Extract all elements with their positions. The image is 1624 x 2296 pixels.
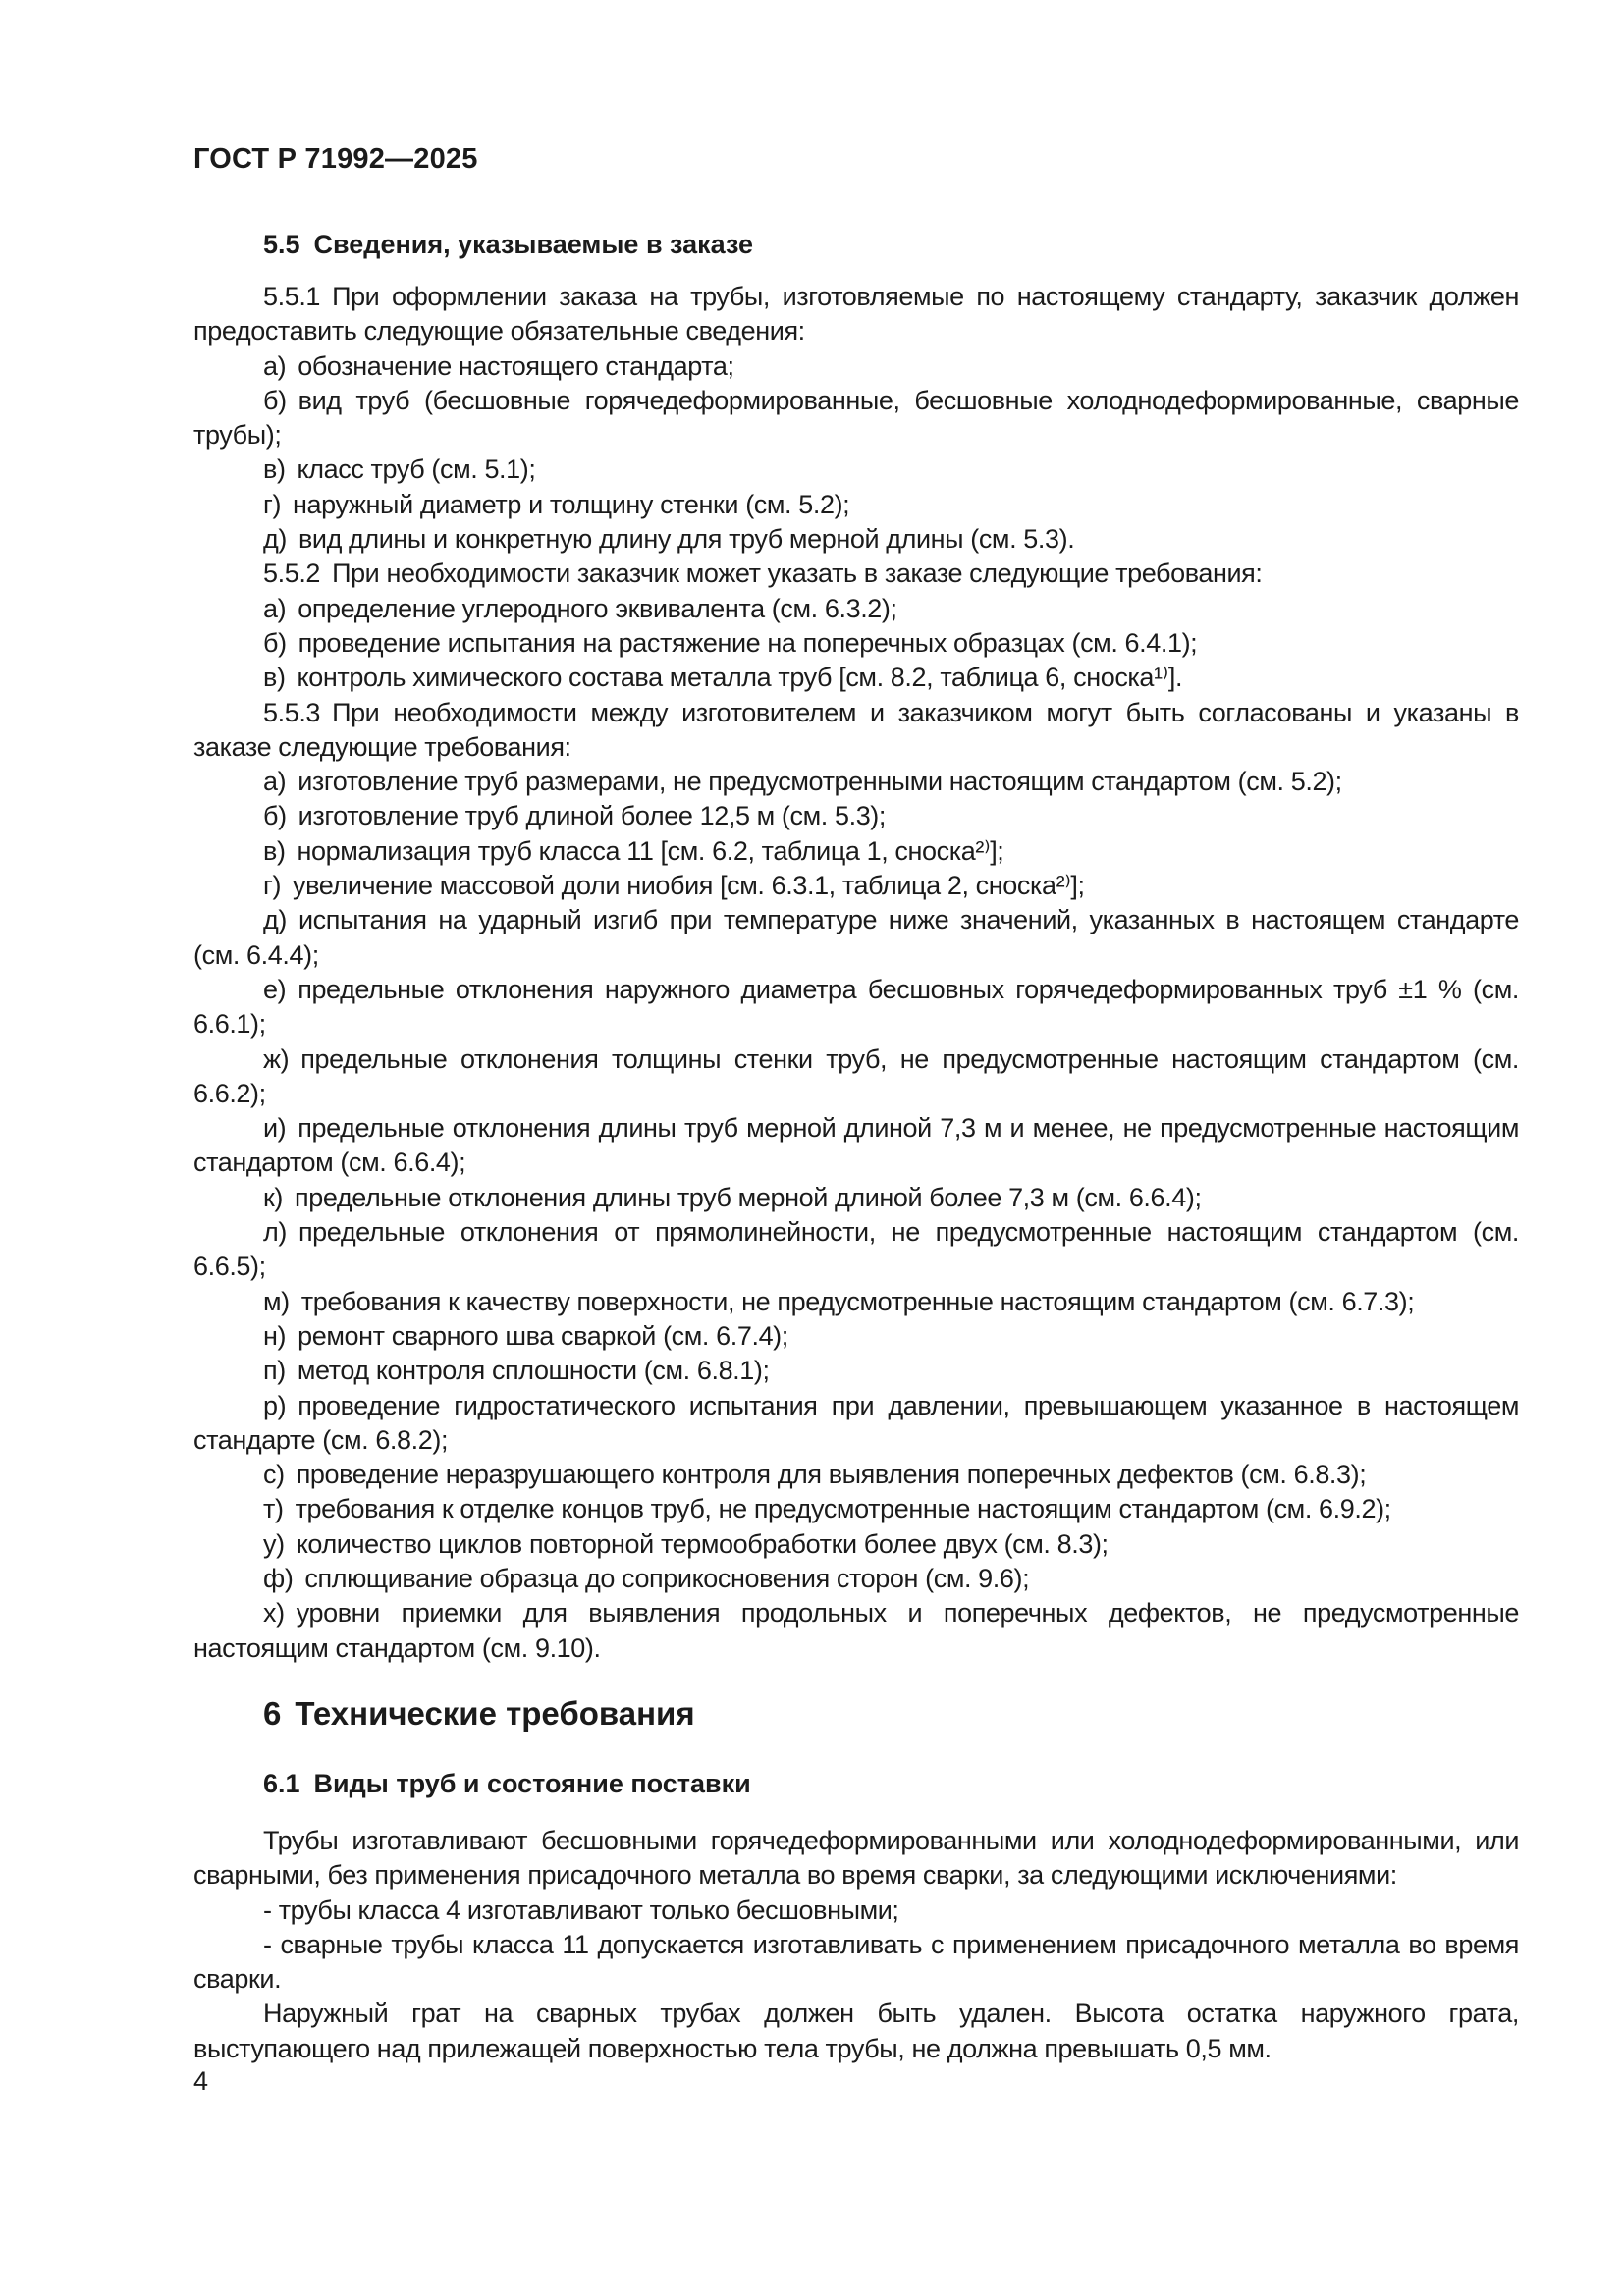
- list-marker: 5.5.3: [263, 697, 321, 727]
- list-marker: в): [263, 663, 286, 693]
- section-5-5-heading: [193, 230, 1519, 260]
- paragraph: у) количество циклов повторной термообработки более двух (см. 8.3);: [193, 1527, 1519, 1562]
- paragraph: х) уровни приемки для выявления продольных и поперечных дефектов, не предусмотренные настоящим стандартом (см. 9.10).: [193, 1598, 1519, 1663]
- document-header: ГОСТ Р 71992—2025: [193, 143, 478, 175]
- paragraph: - трубы класса 4 изготавливают только бесшовными;: [263, 1895, 899, 1925]
- paragraph: г) наружный диаметр и толщину стенки (см. 5.2);: [193, 488, 1519, 522]
- section-6-title: Технические требования: [295, 1695, 695, 1732]
- list-marker: б): [263, 801, 287, 831]
- page-number: 4: [193, 2066, 209, 2096]
- list-marker: х): [263, 1598, 285, 1629]
- list-marker: л): [263, 1217, 287, 1248]
- section-6-1-title: Виды труб и состояние поставки: [313, 1769, 751, 1798]
- paragraph: д) испытания на ударный изгиб при температуре ниже значений, указанных в настоящем стандарте (см. 6.4.4);: [193, 905, 1519, 970]
- list-marker: а): [263, 350, 287, 381]
- paragraph: а) определение углеродного эквивалента (см. 6.3.2);: [193, 592, 1519, 626]
- paragraph: м) требования к качеству поверхности, не предусмотренные настоящим стандартом (см. 6.7.3);: [193, 1285, 1519, 1319]
- paragraph: ж) предельные отклонения толщины стенки труб, не предусмотренные настоящим стандартом (см. 6.6.2);: [193, 1043, 1519, 1108]
- list-marker: у): [263, 1528, 285, 1559]
- section-5-5-number: 5.5: [263, 230, 300, 259]
- paragraph: Наружный грат на сварных трубах должен быть удален. Высота остатка наружного грата, выступающего над прилежащей поверхностью тела трубы, не должна превышать 0,5 мм.: [193, 1999, 1519, 2063]
- list-marker: ж): [263, 1043, 290, 1074]
- list-marker: д): [263, 524, 287, 555]
- paragraph: к) предельные отклонения длины труб мерной длиной более 7,3 м (см. 6.6.4);: [193, 1181, 1519, 1215]
- list-marker: г): [263, 871, 282, 901]
- paragraph: 5.5.1 При оформлении заказа на трубы, изготовляемые по настоящему стандарту, заказчик должен предоставить следующие обязательные сведения:: [193, 282, 1519, 347]
- paragraph: в) нормализация труб класса 11 [см. 6.2, таблица 1, сноска²⁾];: [193, 834, 1519, 869]
- paragraph: 5.5.2 При необходимости заказчик может указать в заказе следующие требования:: [193, 557, 1519, 591]
- list-marker: 5.5.1: [263, 282, 321, 311]
- paragraph: в) контроль химического состава металла труб [см. 8.2, таблица 6, сноска¹⁾].: [193, 661, 1519, 695]
- paragraph: а) изготовление труб размерами, не предусмотренными настоящим стандартом (см. 5.2);: [193, 765, 1519, 799]
- list-marker: б): [263, 385, 287, 415]
- list-marker: а): [263, 593, 287, 623]
- paragraph: с) проведение неразрушающего контроля для выявления поперечных дефектов (см. 6.8.3);: [193, 1458, 1519, 1492]
- paragraph: б) проведение испытания на растяжение на поперечных образцах (см. 6.4.1);: [193, 626, 1519, 661]
- paragraph: Трубы изготавливают бесшовными горячедеформированными или холоднодеформированными, или сварными, без применения присадочного металла во время сварки, за следующими исключениями:: [193, 1826, 1519, 1891]
- list-marker: и): [263, 1113, 287, 1144]
- list-marker: б): [263, 627, 287, 658]
- list-marker: в): [263, 454, 286, 485]
- paragraph: - сварные трубы класса 11 допускается изготавливать с применением присадочного металла во время сварки.: [193, 1929, 1519, 1995]
- section-6-number: 6: [263, 1695, 282, 1732]
- paragraph: п) метод контроля сплошности (см. 6.8.1);: [193, 1354, 1519, 1388]
- list-marker: м): [263, 1286, 290, 1316]
- paragraph: т) требования к отделке концов труб, не предусмотренные настоящим стандартом (см. 6.9.2);: [193, 1492, 1519, 1526]
- list-marker: а): [263, 767, 287, 797]
- paragraph: б) вид труб (бесшовные горячедеформированные, бесшовные холоднодеформированные, сварные трубы);: [193, 385, 1519, 451]
- list-marker: д): [263, 905, 287, 935]
- list-marker: к): [263, 1182, 284, 1212]
- list-marker: е): [263, 974, 287, 1004]
- list-marker: в): [263, 835, 286, 866]
- paragraph: в) класс труб (см. 5.1);: [193, 453, 1519, 487]
- paragraph: е) предельные отклонения наружного диаметра бесшовных горячедеформированных труб ±1 % (см. 6.6.1);: [193, 974, 1519, 1040]
- list-marker: т): [263, 1494, 284, 1524]
- list-marker: с): [263, 1460, 285, 1490]
- list-marker: р): [263, 1390, 287, 1420]
- paragraph: ф) сплющивание образца до соприкосновения сторон (см. 9.6);: [193, 1562, 1519, 1596]
- paragraph: г) увеличение массовой доли ниобия [см. 6.3.1, таблица 2, сноска²⁾];: [193, 869, 1519, 903]
- section-6-1-number: 6.1: [263, 1769, 300, 1798]
- list-marker: п): [263, 1356, 286, 1386]
- paragraph: р) проведение гидростатического испытания при давлении, превышающем указанное в настоящем стандарте (см. 6.8.2);: [193, 1390, 1519, 1455]
- list-marker: ф): [263, 1563, 294, 1593]
- paragraph: л) предельные отклонения от прямолинейности, не предусмотренные настоящим стандартом (см. 6.6.5);: [193, 1217, 1519, 1282]
- list-marker: 5.5.2: [263, 559, 321, 589]
- paragraph: д) вид длины и конкретную длину для труб мерной длины (см. 5.3).: [193, 522, 1519, 557]
- section-6-1-heading: [193, 1769, 1519, 1799]
- paragraph: б) изготовление труб длиной более 12,5 м (см. 5.3);: [193, 799, 1519, 833]
- section-6-1-body: [193, 1824, 1519, 2066]
- paragraph: и) предельные отклонения длины труб мерной длиной 7,3 м и менее, не предусмотренные настоящим стандартом (см. 6.6.4);: [193, 1113, 1519, 1178]
- paragraph: а) обозначение настоящего стандарта;: [193, 349, 1519, 384]
- section-5-5-body: [193, 280, 1519, 1666]
- section-5-5-title: Сведения, указываемые в заказе: [313, 230, 754, 259]
- list-marker: г): [263, 489, 282, 519]
- section-6-heading: [193, 1695, 1519, 1733]
- list-marker: н): [263, 1320, 287, 1351]
- paragraph: 5.5.3 При необходимости между изготовителем и заказчиком могут быть согласованы и указаны в заказе следующие требования:: [193, 697, 1519, 762]
- paragraph: н) ремонт сварного шва сваркой (см. 6.7.4);: [193, 1319, 1519, 1354]
